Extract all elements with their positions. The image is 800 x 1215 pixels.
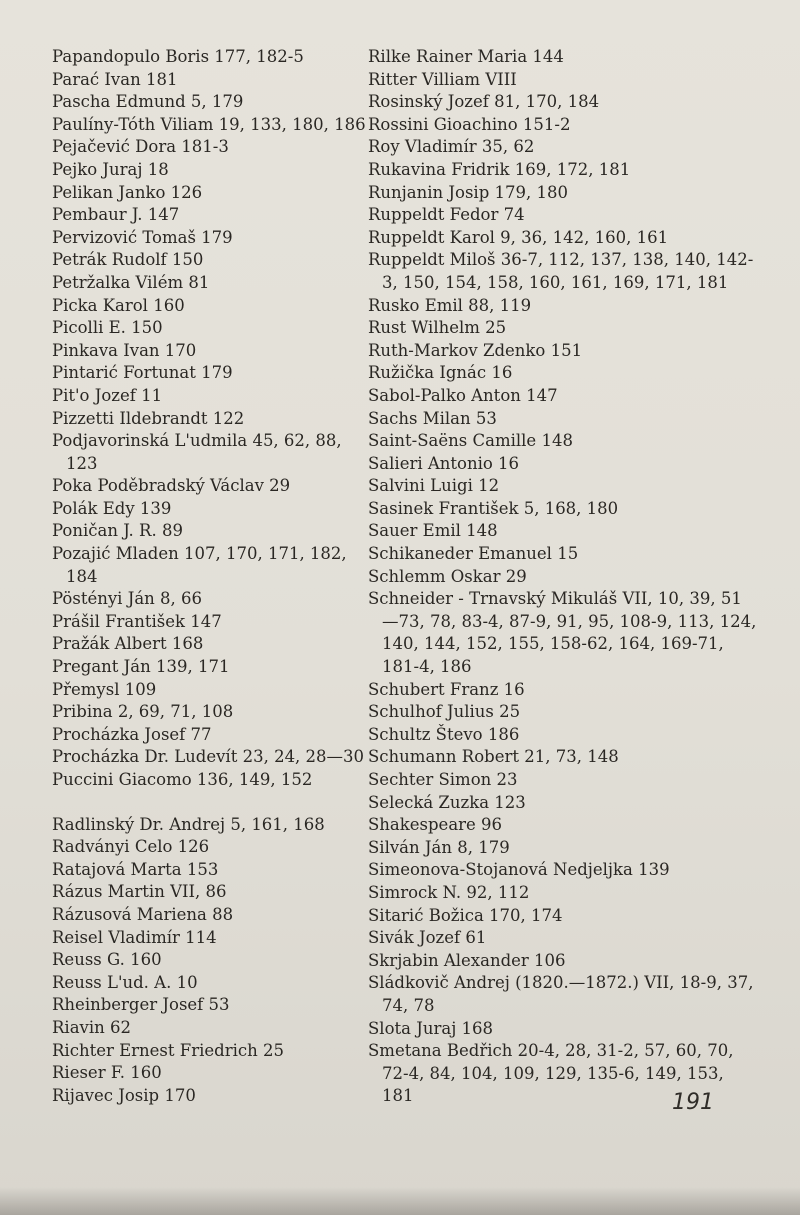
index-entry: Rusko Emil 88, 119 bbox=[368, 295, 532, 315]
index-entry: Rázusová Mariena 88 bbox=[52, 904, 234, 924]
index-entry: Rosinský Jozef 81, 170, 184 bbox=[368, 92, 600, 112]
index-entry: Smetana Bedřich 20-4, 28, 31-2, 57, 60, 70, 72-4, 84, 104, 109, 129, 135-6, 149, 153, 181 bbox=[368, 1041, 734, 1106]
index-entry: Schumann Robert 21, 73, 148 bbox=[368, 747, 619, 767]
index-entry: Pinkava Ivan 170 bbox=[52, 340, 197, 360]
index-entry: Sládkovič Andrej (1820.—1872.) VII, 18-9, 37, 74, 78 bbox=[368, 973, 754, 1015]
index-entry: Rukavina Fridrik 169, 172, 181 bbox=[368, 159, 631, 179]
index-entry: Ruppeldt Fedor 74 bbox=[368, 205, 525, 225]
index-entry: Sivák Jozef 61 bbox=[368, 928, 487, 948]
index-entry: Picolli E. 150 bbox=[52, 318, 163, 338]
index-entry: Rieser F. 160 bbox=[52, 1063, 162, 1083]
index-entry: Sechter Simon 23 bbox=[368, 770, 518, 789]
index-entry: Sabol-Palko Anton 147 bbox=[368, 385, 558, 405]
page-edge-shadow bbox=[0, 1187, 800, 1215]
index-entry: Sachs Milan 53 bbox=[368, 408, 497, 428]
index-entry: Procházka Josef 77 bbox=[52, 724, 212, 744]
index-entry: Schikaneder Emanuel 15 bbox=[368, 544, 579, 564]
index-entry: Schubert Franz 16 bbox=[368, 679, 525, 699]
index-entry: Saint-Saëns Camille 148 bbox=[368, 431, 573, 451]
index-entry: Přemysl 109 bbox=[52, 679, 157, 699]
index-entry: Podjavorinská L'udmila 45, 62, 88, 123 bbox=[52, 431, 342, 473]
index-entry: Pit'o Jozef 11 bbox=[52, 385, 163, 405]
index-entry: Schultz Števo 186 bbox=[368, 724, 520, 744]
index-entry: Pintarić Fortunat 179 bbox=[52, 363, 233, 383]
index-entry: Skrjabin Alexander 106 bbox=[368, 950, 566, 970]
index-entry: Ritter Villiam VIII bbox=[368, 69, 517, 89]
index-entry: Runjanin Josip 179, 180 bbox=[368, 182, 568, 202]
index-entry: Poka Poděbradský Václav 29 bbox=[52, 476, 291, 496]
index-entry: Simrock N. 92, 112 bbox=[368, 882, 530, 902]
index-entry: Poničan J. R. 89 bbox=[52, 521, 183, 541]
index-entry: Reuss L'ud. A. 10 bbox=[52, 972, 198, 992]
index-entry: Paulíny-Tóth Viliam 19, 133, 180, 186 bbox=[52, 114, 366, 134]
index-entry: Pelikan Janko 126 bbox=[52, 182, 203, 202]
index-entry: Rust Wilhelm 25 bbox=[368, 318, 507, 338]
index-entry: Puccini Giacomo 136, 149, 152 bbox=[52, 770, 313, 789]
index-entry: Pascha Edmund 5, 179 bbox=[52, 92, 244, 112]
index-entry: Polák Edy 139 bbox=[52, 498, 172, 518]
index-entry: Ratajová Marta 153 bbox=[52, 859, 219, 879]
index-entry: Ruppeldt Karol 9, 36, 142, 160, 161 bbox=[368, 227, 669, 247]
index-entry: Pozajić Mladen 107, 170, 171, 182, 184 bbox=[52, 544, 347, 586]
index-entry: Schlemm Oskar 29 bbox=[368, 566, 527, 586]
index-entry: Ruppeldt Miloš 36-7, 112, 137, 138, 140, 142-3, 150, 154, 158, 160, 161, 169, 171, 181 bbox=[368, 250, 754, 292]
index-entry: Pribina 2, 69, 71, 108 bbox=[52, 702, 234, 722]
index-entry: Rilke Rainer Maria 144 bbox=[368, 47, 564, 66]
index-entry: Ružička Ignác 16 bbox=[368, 363, 513, 383]
index-entry: Silván Ján 8, 179 bbox=[368, 837, 510, 857]
index-entry: Prášil František 147 bbox=[52, 611, 222, 631]
index-entry: Richter Ernest Friedrich 25 bbox=[52, 1040, 284, 1060]
index-entry: Schulhof Julius 25 bbox=[368, 702, 521, 722]
index-entry: Rheinberger Josef 53 bbox=[52, 995, 230, 1015]
index-entry: Papandopulo Boris 177, 182-5 bbox=[52, 47, 304, 66]
index-entry: Picka Karol 160 bbox=[52, 295, 185, 315]
index-column-right bbox=[368, 46, 758, 1108]
index-entry: Riavin 62 bbox=[52, 1017, 132, 1037]
index-entry: Schneider - Trnavský Mikuláš VII, 10, 39, 51—73, 78, 83-4, 87-9, 91, 95, 108-9, 113, 124, 140, 144, 152, 155, 158-62, 164, 169-71, 181-4, 186 bbox=[368, 589, 757, 677]
index-entry: Salieri Antonio 16 bbox=[368, 453, 520, 473]
index-entry: Sasinek František 5, 168, 180 bbox=[368, 498, 619, 518]
index-entry: Pöstényi Ján 8, 66 bbox=[52, 589, 203, 609]
index-entry: Petržalka Vilém 81 bbox=[52, 272, 210, 292]
page-number: 191 bbox=[672, 1090, 714, 1115]
index-entry: Rázus Martin VII, 86 bbox=[52, 882, 227, 902]
index-entry: Roy Vladimír 35, 62 bbox=[368, 137, 535, 157]
index-entry: Radlinský Dr. Andrej 5, 161, 168 bbox=[52, 814, 325, 834]
index-entry: Slota Juraj 168 bbox=[368, 1018, 494, 1038]
index-entry: Sitarić Božica 170, 174 bbox=[368, 905, 563, 925]
index-entry: Pražák Albert 168 bbox=[52, 634, 204, 654]
index-entry: Procházka Dr. Ludevít 23, 24, 28—30 bbox=[52, 747, 365, 767]
index-entry: Pejko Juraj 18 bbox=[52, 159, 169, 179]
index-entry: Shakespeare 96 bbox=[368, 815, 503, 835]
index-entry: Petrák Rudolf 150 bbox=[52, 250, 204, 270]
index-entry: Sauer Emil 148 bbox=[368, 521, 498, 541]
index-entry: Reisel Vladimír 114 bbox=[52, 927, 217, 947]
index-entry: Pervizović Tomaš 179 bbox=[52, 227, 233, 247]
index-entry: Pregant Ján 139, 171 bbox=[52, 657, 230, 677]
index-entry: Pizzetti Ildebrandt 122 bbox=[52, 408, 245, 428]
index-column-left bbox=[52, 46, 372, 1107]
index-entry: Reuss G. 160 bbox=[52, 950, 162, 970]
index-entry: Simeonova-Stojanová Nedjeljka 139 bbox=[368, 860, 670, 880]
index-entry: Pejačević Dora 181-3 bbox=[52, 137, 229, 157]
index-entry: Selecká Zuzka 123 bbox=[368, 792, 526, 812]
index-entry: Salvini Luigi 12 bbox=[368, 476, 500, 496]
index-entry: Ruth-Markov Zdenko 151 bbox=[368, 340, 583, 360]
index-entry: Radványi Celo 126 bbox=[52, 837, 210, 857]
index-entry: Parać Ivan 181 bbox=[52, 69, 178, 89]
index-entry: Pembaur J. 147 bbox=[52, 205, 180, 225]
index-entry: Rijavec Josip 170 bbox=[52, 1085, 196, 1105]
index-entry: Rossini Gioachino 151-2 bbox=[368, 114, 571, 134]
